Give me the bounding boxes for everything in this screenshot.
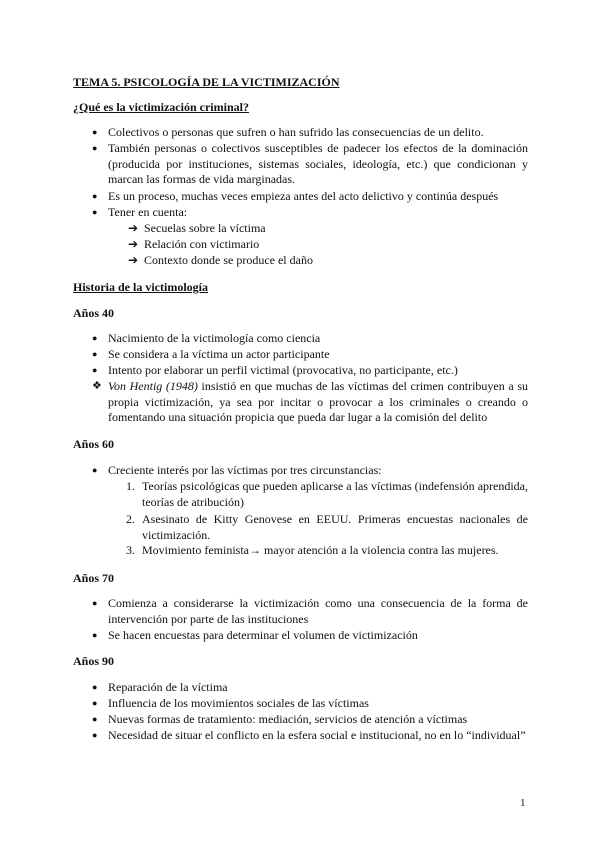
bullet-dot-icon: ● [92,698,98,708]
bullet-dot-icon: ● [92,191,98,201]
list-item: ● Nuevas formas de tratamiento: mediación, servicios de atención a víctimas [92,712,468,726]
citation-author: Von Hentig (1948) [108,379,198,393]
bullet-dot-icon: ● [92,349,98,359]
page-number: 1 [520,797,526,809]
list-item: ● También personas o colectivos susceptibles de padecer los efectos de la dominación (producida por instituciones, sistemas sociales, ideología, etc.) que condicionan y marcan las formas de vida marginadas. [92,141,528,186]
bullet-dot-icon: ● [92,143,98,153]
list-item: ● Se hacen encuestas para determinar el volumen de victimización [92,628,418,642]
arrow-right-icon: ➔ [128,237,139,251]
list-item: ● Creciente interés por las víctimas por tres circunstancias: [92,463,382,477]
list-item: ● Es un proceso, muchas veces empieza antes del acto delictivo y continúa después [92,189,499,203]
list-item: ● Comienza a considerarse la victimización como una consecuencia de la forma de intervención por parte de las instituciones [92,596,528,626]
bullet-dot-icon: ● [92,365,98,375]
bullet-dot-icon: ● [92,127,98,137]
bullet-dot-icon: ● [92,207,98,217]
bullet-dot-icon: ● [92,730,98,740]
sub-list-item: ➔ Secuelas sobre la víctima [128,221,266,235]
bullet-dot-icon: ● [92,714,98,724]
arrow-right-icon: ➔ [128,221,139,235]
decade-heading-60: Años 60 [73,437,115,451]
diamond-star-icon: ❖ [92,380,102,392]
decade-heading-70: Años 70 [73,571,115,585]
bullet-dot-icon: ● [92,333,98,343]
bullet-dot-icon: ● [92,630,98,640]
list-item: ● Intento por elaborar un perfil victimal (provocativa, no participante, etc.) [92,363,458,377]
list-item: ● Tener en cuenta: [92,205,188,219]
bullet-dot-icon: ● [92,465,98,475]
numbered-item: 2. Asesinato de Kitty Genovese en EEUU. Primeras encuestas nacionales de victimización. [126,512,528,542]
list-item: ● Nacimiento de la victimología como ciencia [92,331,321,345]
numbered-item: 3. Movimiento feminista→ mayor atención a la violencia contra las mujeres. [126,543,499,557]
list-item: ● Necesidad de situar el conflicto en la esfera social e institucional, no en lo “individual” [92,728,526,742]
bullet-dot-icon: ● [92,598,98,608]
section-heading-history: Historia de la victimología [73,280,208,294]
numbered-item: 1. Teorías psicológicas que pueden aplicarse a las víctimas (indefensión aprendida, teorías de atribución) [126,479,528,509]
section-heading-victimization: ¿Qué es la victimización criminal? [73,100,249,114]
decade-heading-40: Años 40 [73,306,115,320]
document-title: TEMA 5. PSICOLOGÍA DE LA VICTIMIZACIÓN [73,75,340,89]
list-item: ● Influencia de los movimientos sociales de las víctimas [92,696,369,710]
decade-heading-90: Años 90 [73,654,115,668]
sub-list-item: ➔ Relación con victimario [128,237,260,251]
list-item-star: ❖ Von Hentig (1948) insistió en que muchas de las víctimas del crimen contribuyen a su propia victimización, ya sea por incitar o provocar a los criminales o creando o fomentando una situación propicia que pueda dar lugar a la comisión del delito [92,379,528,424]
list-item: ● Colectivos o personas que sufren o han sufrido las consecuencias de un delito. [92,125,484,139]
list-item: ● Reparación de la víctima [92,680,228,694]
bullet-dot-icon: ● [92,682,98,692]
sub-list-item: ➔ Contexto donde se produce el daño [128,253,313,267]
list-item: ● Se considera a la víctima un actor participante [92,347,330,361]
arrow-right-icon: ➔ [128,253,139,267]
